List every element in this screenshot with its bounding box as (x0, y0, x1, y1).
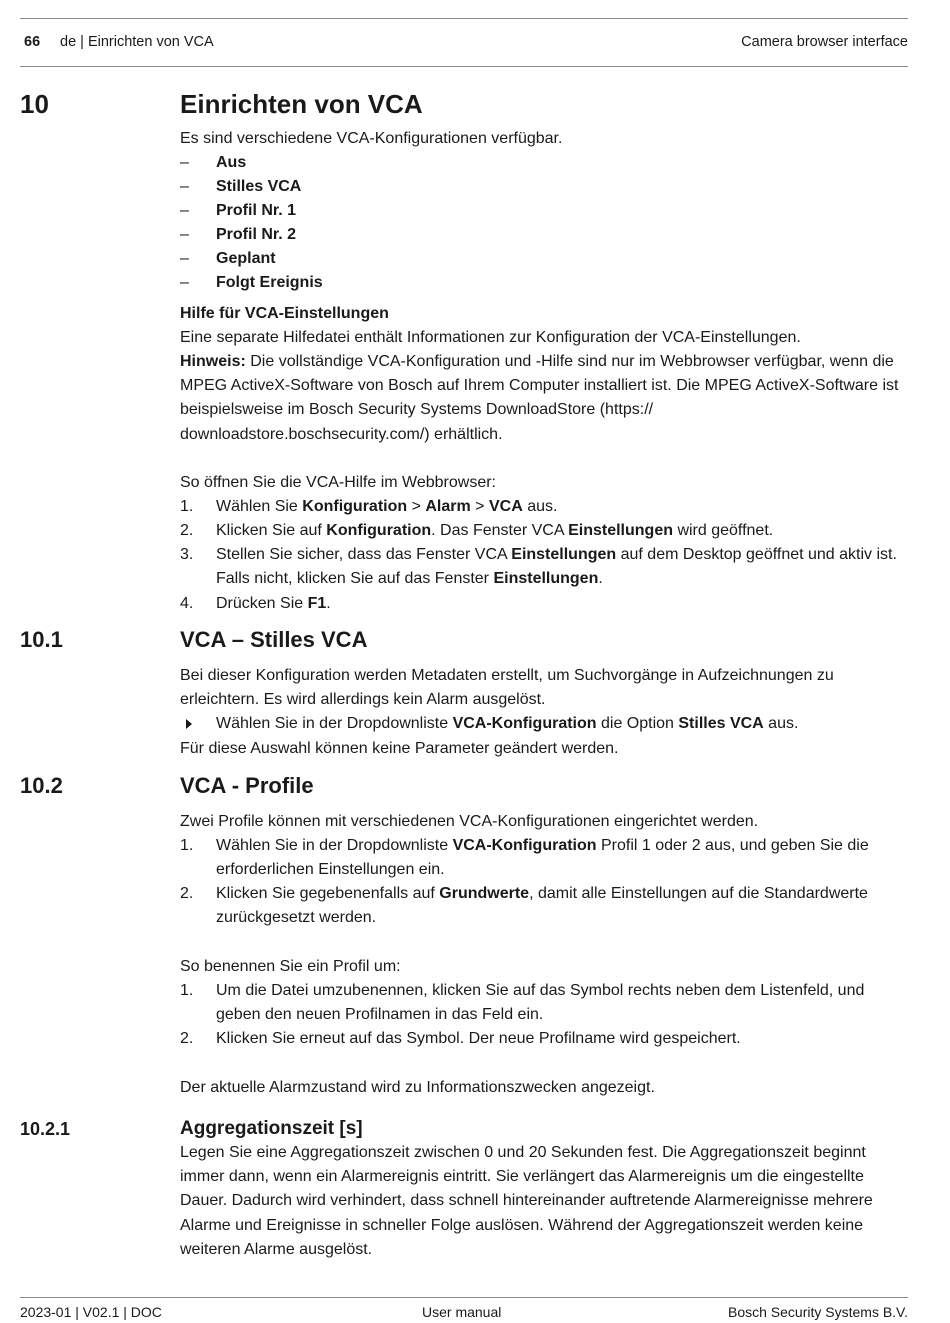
note-paragraph: Hinweis: Die vollständige VCA-Konfiguration und -Hilfe sind nur im Webbrowser verfügbar, wenn die MPEG ActiveX-Software von Bosch auf Ihrem Computer installiert ist. Die MPEG ActiveX-Software ist beispielsweise im Bosch Security Systems DownloadStore (https:// downloadstore.boschsecurity.com/) erhältlich. (180, 353, 899, 443)
section-10-2-intro: Zwei Profile können mit verschiedenen VCA-Konfigurationen eingerichtet werden. (180, 813, 759, 830)
section-10-number: 10 (20, 89, 49, 119)
section-10-2-1-title: Aggregationszeit [s] (180, 1118, 363, 1139)
footer-rule (20, 1297, 908, 1298)
option-item: – Aus (180, 154, 247, 171)
section-10-1-number: 10.1 (20, 627, 63, 652)
step-item: 1. Wählen Sie in der Dropdownliste VCA-Konfiguration Profil 1 oder 2 aus, und geben Sie die erforderlichen Einstellungen ein. (180, 837, 869, 879)
section-10-2-title: VCA - Profile (180, 773, 314, 798)
option-item: – Stilles VCA (180, 178, 302, 195)
action-item: Wählen Sie in der Dropdownliste VCA-Konfiguration die Option Stilles VCA aus. (180, 712, 900, 736)
section-10-2-number: 10.2 (20, 773, 63, 798)
step-item: 1. Wählen Sie Konfiguration > Alarm > VCA aus. (180, 498, 558, 515)
section-10-2-1-paragraph: Legen Sie eine Aggregationszeit zwischen 0 und 20 Sekunden fest. Die Aggregationszeit beginnt immer dann, wenn ein Alarmereignis eintritt. Sie verlängert das Alarmereignis um die eingestellte Dauer. Dadurch wird verhindert, dass schnell hintereinander auftretende Alarmereignisse mehrere Alarme und Ereignisse in schneller Folge auslösen. Während der Aggregationszeit werden keine weiteren Alarme ausgelöst. (180, 1144, 873, 1258)
open-help-intro: So öffnen Sie die VCA-Hilfe im Webbrowser: (180, 474, 496, 491)
chapter-title: de | Einrichten von VCA (60, 34, 214, 50)
alarm-status-paragraph: Der aktuelle Alarmzustand wird zu Informationszwecken angezeigt. (180, 1079, 655, 1096)
step-item: 4. Drücken Sie F1. (180, 595, 331, 612)
section-10-intro: Es sind verschiedene VCA-Konfigurationen verfügbar. (180, 130, 563, 147)
section-10-2-1-number: 10.2.1 (20, 1119, 71, 1139)
step-item: 2. Klicken Sie gegebenenfalls auf Grundwerte, damit alle Einstellungen auf die Standardwerte zurückgesetzt werden. (180, 885, 868, 927)
action-arrow-icon (180, 712, 192, 737)
option-item: – Profil Nr. 1 (180, 202, 297, 219)
section-10-1-paragraph: Bei dieser Konfiguration werden Metadaten erstellt, um Suchvorgänge in Aufzeichnungen zu erleichtern. Es wird allerdings kein Alarm ausgelöst. (180, 667, 834, 709)
header-bottom-rule (20, 66, 908, 67)
option-item: – Profil Nr. 2 (180, 226, 297, 243)
step-item: 3. Stellen Sie sicher, dass das Fenster VCA Einstellungen auf dem Desktop geöffnet und aktiv ist. Falls nicht, klicken Sie auf das Fenster Einstellungen. (180, 546, 897, 588)
footer-doc-type: User manual (422, 1304, 502, 1320)
rename-intro: So benennen Sie ein Profil um: (180, 958, 401, 975)
document-title: Camera browser interface (741, 34, 908, 50)
header-top-rule (20, 18, 908, 19)
step-item: 2. Klicken Sie erneut auf das Symbol. Der neue Profilname wird gespeichert. (180, 1030, 741, 1047)
footer-company: Bosch Security Systems B.V. (728, 1304, 908, 1320)
help-paragraph: Eine separate Hilfedatei enthält Informationen zur Konfiguration der VCA-Einstellungen. (180, 329, 801, 346)
page-number: 66 (24, 34, 41, 50)
option-item: – Geplant (180, 250, 276, 267)
footer-version: 2023-01 | V02.1 | DOC (20, 1304, 162, 1320)
section-10-title: Einrichten von VCA (180, 89, 423, 119)
section-10-1-title: VCA – Stilles VCA (180, 627, 368, 652)
option-item: – Folgt Ereignis (180, 274, 323, 291)
section-10-1-note: Für diese Auswahl können keine Parameter geändert werden. (180, 740, 619, 757)
step-item: 1. Um die Datei umzubenennen, klicken Sie auf das Symbol rechts neben dem Listenfeld, und geben den neuen Profilnamen in das Feld ein. (180, 982, 865, 1024)
help-heading: Hilfe für VCA-Einstellungen (180, 305, 389, 322)
step-item: 2. Klicken Sie auf Konfiguration. Das Fenster VCA Einstellungen wird geöffnet. (180, 522, 774, 539)
